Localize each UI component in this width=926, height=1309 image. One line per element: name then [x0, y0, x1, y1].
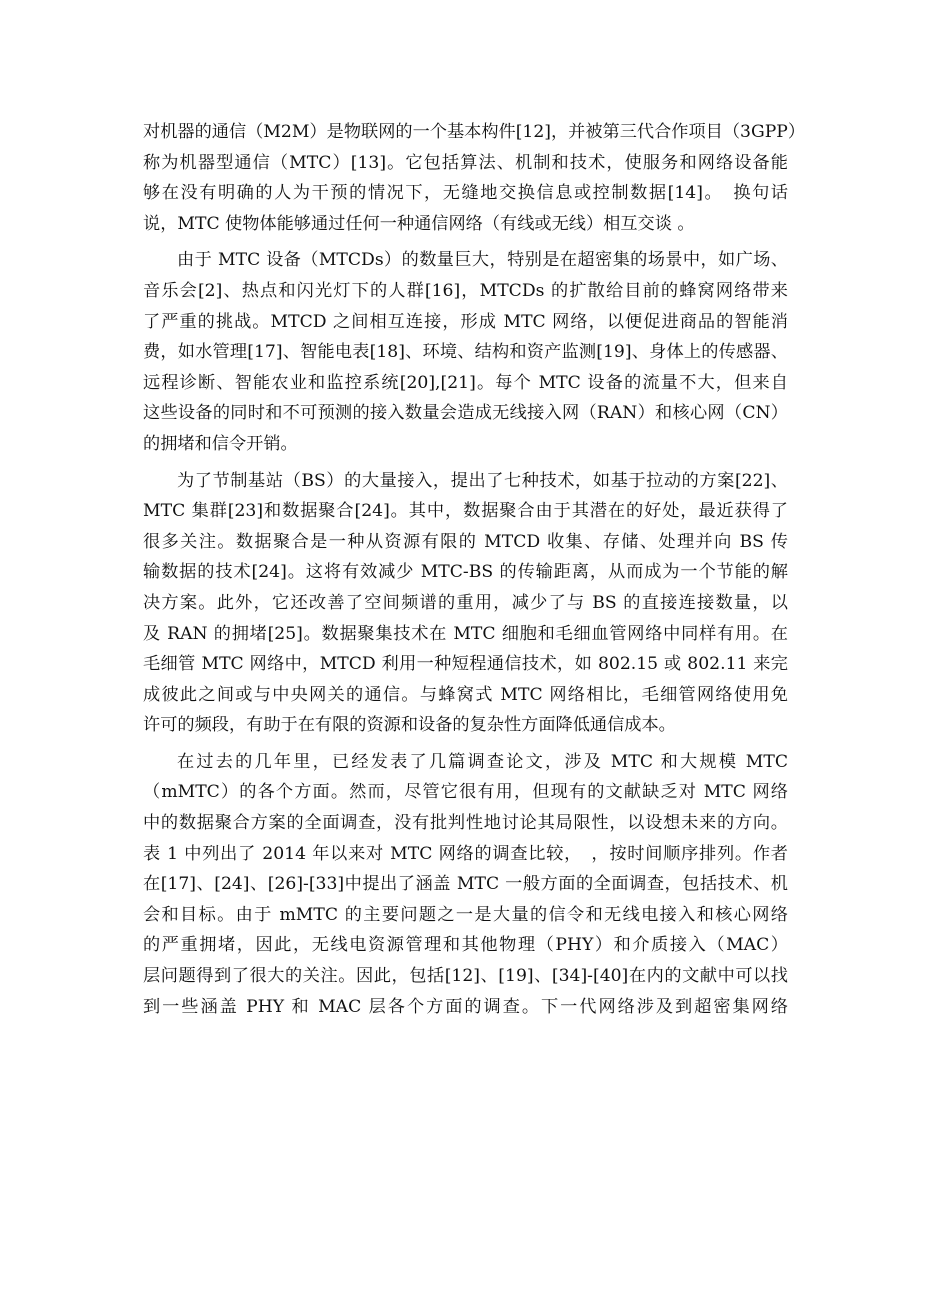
text-line: 远程诊断、智能农业和监控系统[20],[21]。每个 MTC 设备的流量不大，但来自: [143, 372, 788, 393]
text-line: 许可的频段，有助于在有限的资源和设备的复杂性方面降低通信成本。: [143, 715, 676, 736]
body-text: [143, 117, 806, 1022]
paragraph: [143, 245, 788, 459]
text-line: MTC 集群[23]和数据聚合[24]。其中，数据聚合由于其潜在的好处，最近获得了: [143, 501, 788, 522]
text-line: （mMTC）的各个方面。然而，尽管它很有用，但现有的文献缺乏对 MTC 网络: [143, 782, 788, 803]
text-line: 的拥堵和信令开销。: [143, 433, 298, 454]
text-line: 毛细管 MTC 网络中，MTCD 利用一种短程通信技术，如 802.15 或 802.11 来完: [143, 654, 788, 675]
text-line: 对机器的通信（M2M）是物联网的一个基本构件[12]，并被第三代合作项目（3GPP）: [143, 122, 806, 142]
paragraph: [143, 117, 806, 239]
text-line: 成彼此之间或与中央网关的通信。与蜂窝式 MTC 网络相比，毛细管网络使用免: [143, 684, 788, 705]
text-line: 这些设备的同时和不可预测的接入数量会造成无线接入网（RAN）和核心网（CN）: [143, 403, 788, 424]
text-line: 音乐会[2]、热点和闪光灯下的人群[16]，MTCDs 的扩散给目前的蜂窝网络带来: [143, 280, 788, 301]
text-line: 说，MTC 使物体能够通过任何一种通信网络（有线或无线）相互交谈 。: [143, 213, 695, 234]
text-line: 在[17]、[24]、[26]-[33]中提出了涵盖 MTC 一般方面的全面调查，包括技术、机: [143, 874, 788, 895]
text-line: 了严重的挑战。MTCD 之间相互连接，形成 MTC 网络，以便促进商品的智能消: [143, 311, 788, 332]
text-line: 够在没有明确的人为干预的情况下，无缝地交换信息或控制数据[14]。 换句话: [143, 183, 788, 204]
text-line: 的严重拥堵，因此，无线电资源管理和其他物理（PHY）和介质接入（MAC）: [143, 935, 788, 956]
text-line: 表 1 中列出了 2014 年以来对 MTC 网络的调查比较， ，按时间顺序排列。作者: [143, 843, 788, 864]
text-line: 中的数据聚合方案的全面调查，没有批判性地讨论其局限性，以设想未来的方向。: [143, 813, 788, 834]
text-line: 层问题得到了很大的关注。因此，包括[12]、[19]、[34]-[40]在内的文献中可以找: [143, 966, 788, 987]
paragraph: [143, 747, 788, 1022]
paragraph: [143, 466, 788, 741]
text-line: 由于 MTC 设备（MTCDs）的数量巨大，特别是在超密集的场景中，如广场、: [177, 250, 788, 271]
text-line: 称为机器型通信（MTC）[13]。它包括算法、机制和技术，使服务和网络设备能: [143, 152, 788, 173]
text-line: 到一些涵盖 PHY 和 MAC 层各个方面的调查。下一代网络涉及到超密集网络: [143, 996, 788, 1017]
text-line: 为了节制基站（BS）的大量接入，提出了七种技术，如基于拉动的方案[22]、: [177, 470, 788, 491]
text-line: 在过去的几年里，已经发表了几篇调查论文，涉及 MTC 和大规模 MTC: [177, 751, 788, 772]
text-line: 及 RAN 的拥堵[25]。数据聚集技术在 MTC 细胞和毛细血管网络中同样有用。在: [143, 623, 788, 644]
text-line: 决方案。此外，它还改善了空间频谱的重用，减少了与 BS 的直接连接数量，以: [143, 592, 788, 613]
text-line: 费，如水管理[17]、智能电表[18]、环境、结构和资产监测[19]、身体上的传感器、: [143, 342, 788, 363]
text-line: 输数据的技术[24]。这将有效减少 MTC-BS 的传输距离，从而成为一个节能的解: [143, 562, 788, 583]
text-line: 很多关注。数据聚合是一种从资源有限的 MTCD 收集、存储、处理并向 BS 传: [143, 531, 788, 552]
text-line: 会和目标。由于 mMTC 的主要问题之一是大量的信令和无线电接入和核心网络: [143, 904, 788, 925]
